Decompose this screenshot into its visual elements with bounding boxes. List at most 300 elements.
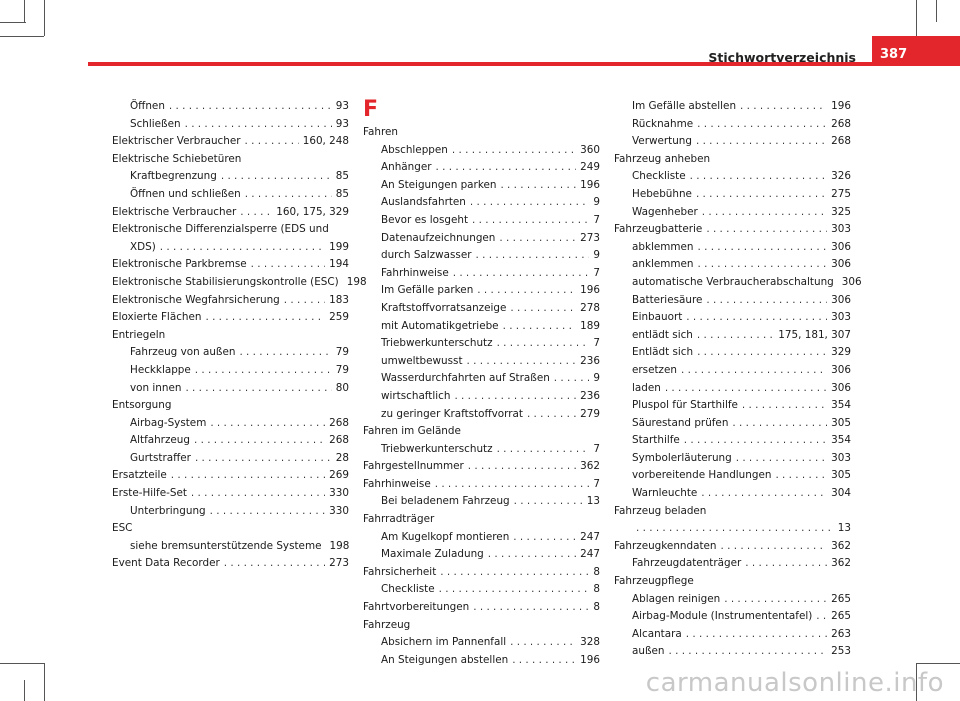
dot-leader	[527, 406, 576, 424]
dot-leader	[706, 221, 827, 239]
dot-leader	[472, 212, 589, 230]
dot-leader	[697, 327, 774, 345]
index-entry	[363, 564, 600, 582]
entry-page-numbers: 305	[831, 469, 851, 482]
entry-page-numbers: 85	[335, 187, 349, 200]
entry-page-numbers: 265	[831, 592, 851, 605]
index-entry	[112, 274, 367, 292]
dot-leader	[436, 159, 577, 177]
index-subentry	[614, 204, 851, 222]
entry-page-numbers: 13	[586, 495, 600, 508]
index-subentry	[363, 406, 600, 424]
index-subentry	[112, 239, 349, 257]
index-subentry	[363, 159, 600, 177]
dot-leader	[510, 300, 576, 318]
crop-mark	[24, 0, 25, 22]
entry-page-numbers: 236	[580, 354, 600, 367]
index-subentry	[614, 643, 851, 661]
entry-text: Am Kugelkopf montieren	[381, 530, 510, 543]
entry-page-numbers: 196	[580, 178, 600, 191]
entry-text: umweltbewusst	[381, 354, 463, 367]
dot-leader	[160, 239, 325, 257]
entry-page-numbers: 247	[580, 548, 600, 561]
index-subentry	[112, 450, 349, 468]
index-entry	[112, 292, 349, 310]
entry-text: Elektronische Parkbremse	[112, 258, 247, 271]
index-subentry	[363, 282, 600, 300]
dot-leader	[696, 133, 827, 151]
entry-text: durch Salzwasser	[381, 249, 472, 262]
dot-leader	[245, 133, 299, 151]
entry-text: Elektrische Verbraucher	[112, 205, 237, 218]
dot-leader	[740, 98, 827, 116]
index-entry	[112, 204, 349, 222]
index-subentry	[614, 116, 851, 134]
index-subentry	[614, 608, 851, 626]
dot-leader	[499, 230, 576, 248]
entry-page-numbers: 329	[831, 346, 851, 359]
dot-leader	[706, 292, 827, 310]
index-subentry	[614, 467, 851, 485]
entry-page-numbers: 189	[580, 319, 600, 332]
crop-mark	[0, 663, 44, 664]
dot-leader	[440, 564, 589, 582]
entry-text: vorbereitende Handlungen	[632, 469, 772, 482]
entry-text: Wasserdurchfahrten auf Straßen	[381, 372, 550, 385]
dot-leader	[473, 599, 589, 617]
entry-text: Öffnen und schließen	[130, 187, 241, 200]
entry-text: mit Automatikgetriebe	[381, 319, 499, 332]
entry-text: Anhänger	[381, 161, 432, 174]
index-entry	[112, 485, 349, 503]
entry-text: ESC	[112, 522, 133, 535]
entry-text: Entsorgung	[112, 399, 172, 412]
dot-leader	[697, 256, 827, 274]
index-subentry	[363, 370, 600, 388]
index-entry	[112, 327, 349, 345]
crop-mark	[44, 0, 45, 36]
entry-text: außen	[632, 645, 665, 658]
entry-page-numbers: 330	[329, 504, 349, 517]
entry-page-numbers: 360	[580, 143, 600, 156]
index-entry	[614, 538, 851, 556]
entry-text: Schließen	[130, 117, 181, 130]
index-subentry	[614, 168, 851, 186]
index-subentry	[614, 362, 851, 380]
entry-page-numbers: 85	[335, 170, 349, 183]
entry-text: Triebwerkunterschutz	[381, 337, 493, 350]
dot-leader	[513, 529, 576, 547]
entry-text: Alcantara	[632, 627, 682, 640]
index-entry	[112, 309, 349, 327]
index-subentry	[363, 581, 600, 599]
entry-text: entlädt sich	[632, 328, 693, 341]
entry-page-numbers: 303	[831, 223, 851, 236]
entry-text: Fahrhinweise	[381, 266, 449, 279]
index-subentry	[363, 652, 600, 670]
dot-leader	[696, 186, 827, 204]
entry-page-numbers: 8	[593, 565, 600, 578]
index-entry	[363, 476, 600, 494]
dot-leader	[745, 555, 827, 573]
index-subentry	[614, 555, 851, 573]
entry-page-numbers: 80	[335, 381, 349, 394]
index-subentry	[363, 177, 600, 195]
entry-text: Fahrzeugbatterie	[614, 223, 703, 236]
entry-page-numbers: 79	[335, 363, 349, 376]
entry-text: Bevor es losgeht	[381, 213, 469, 226]
entry-text: Altfahrzeug	[130, 434, 190, 447]
entry-page-numbers: 362	[831, 539, 851, 552]
index-entry	[363, 599, 600, 617]
entry-text: Ablagen reinigen	[632, 592, 721, 605]
index-subentry	[363, 441, 600, 459]
entry-page-numbers: 306	[831, 381, 851, 394]
entry-text: Eloxierte Flächen	[112, 311, 202, 324]
entry-page-numbers: 160, 175, 329	[276, 205, 349, 218]
entry-text: Abschleppen	[381, 143, 448, 156]
entry-text: Unterbringung	[130, 504, 206, 517]
entry-text: Airbag-System	[130, 416, 207, 429]
dot-leader	[701, 485, 827, 503]
entry-page-numbers: 198	[346, 275, 367, 288]
index-entry	[112, 520, 349, 538]
entry-text: Säurestand prüfen	[632, 416, 729, 429]
index-entry	[112, 467, 349, 485]
section-letter: F	[363, 97, 379, 122]
entry-page-numbers: 263	[831, 627, 851, 640]
dot-leader	[686, 309, 827, 327]
entry-text: Heckklappe	[130, 363, 191, 376]
entry-text: Elektronische Stabilisierungskontrolle (ESC)	[112, 275, 339, 288]
index-entry	[363, 423, 600, 441]
index-entry	[363, 511, 600, 529]
entry-page-numbers: 7	[593, 213, 600, 226]
entry-text: Elektrischer Verbraucher	[112, 135, 241, 148]
entry-text: Ersatzteile	[112, 469, 167, 482]
entry-text: Fahrgestellnummer	[363, 460, 464, 473]
entry-text: Symbolerläuterung	[632, 451, 732, 464]
entry-text: Im Gefälle parken	[381, 284, 474, 297]
entry-page-numbers: 79	[335, 346, 349, 359]
entry-page-numbers: 265	[831, 610, 851, 623]
index-entry	[112, 221, 349, 239]
entry-page-numbers: 268	[831, 117, 851, 130]
crop-mark	[936, 0, 937, 22]
entry-page-numbers: 273	[329, 557, 349, 570]
entry-page-numbers: 273	[580, 231, 600, 244]
entry-page-numbers: 183	[329, 293, 349, 306]
entry-page-numbers: 7	[593, 266, 600, 279]
entry-page-numbers: 8	[593, 583, 600, 596]
entry-page-numbers: 13	[837, 522, 851, 535]
index-subentry	[363, 353, 600, 371]
entry-text: Hebebühne	[632, 187, 692, 200]
entry-page-numbers: 325	[831, 205, 851, 218]
dot-leader	[477, 282, 576, 300]
index-subentry	[614, 186, 851, 204]
entry-text: Entlädt sich	[632, 346, 694, 359]
entry-page-numbers: 247	[580, 530, 600, 543]
index-subentry	[112, 344, 349, 362]
entry-page-numbers: 303	[831, 311, 851, 324]
entry-page-numbers: 194	[329, 258, 349, 271]
dot-leader	[736, 450, 827, 468]
entry-text: Gurtstraffer	[130, 451, 191, 464]
index-subentry	[614, 292, 851, 310]
index-subentry	[363, 634, 600, 652]
entry-page-numbers: 268	[329, 416, 349, 429]
entry-text: Verwertung	[632, 135, 692, 148]
dot-leader	[185, 116, 332, 134]
entry-text: Warnleuchte	[632, 487, 698, 500]
dot-leader	[697, 116, 827, 134]
dot-leader	[554, 370, 590, 388]
index-subentry	[614, 415, 851, 433]
index-subentry	[363, 388, 600, 406]
entry-text: Fahrradträger	[363, 513, 435, 526]
dot-leader	[467, 353, 577, 371]
index-subentry	[614, 397, 851, 415]
entry-text: Fahrsicherheit	[363, 565, 437, 578]
crop-mark	[916, 0, 917, 36]
entry-text: Fahrzeugpflege	[614, 575, 694, 588]
index-column-1	[112, 98, 367, 573]
index-subentry	[614, 327, 851, 345]
entry-text: Im Gefälle abstellen	[632, 100, 737, 112]
index-subentry	[614, 626, 851, 644]
page-number: 387	[880, 47, 908, 62]
entry-text: Fahrtvorbereitungen	[363, 601, 470, 614]
index-subentry	[363, 265, 600, 283]
index-subentry	[112, 116, 349, 134]
dot-leader	[732, 415, 827, 433]
entry-page-numbers: 196	[580, 284, 600, 297]
index-entry	[614, 573, 851, 591]
index-subentry	[614, 98, 851, 116]
index-entry	[112, 151, 349, 169]
dot-leader	[497, 335, 590, 353]
index-column-3	[614, 98, 862, 661]
dot-leader	[245, 186, 332, 204]
entry-text: ersetzen	[632, 363, 677, 376]
entry-page-numbers: 236	[580, 389, 600, 402]
entry-page-numbers: 275	[831, 187, 851, 200]
index-subentry	[112, 168, 349, 186]
dot-leader	[724, 591, 827, 609]
index-entry	[112, 256, 349, 274]
entry-text: Fahrhinweise	[363, 477, 431, 490]
entry-page-numbers: 304	[831, 487, 851, 500]
entry-text: Wagenheber	[632, 205, 698, 218]
index-subentry	[112, 538, 349, 556]
entry-page-numbers: 279	[580, 407, 600, 420]
crop-mark	[0, 22, 26, 23]
index-subentry	[614, 309, 851, 327]
entry-page-numbers: 9	[593, 372, 600, 385]
entry-text: Öffnen	[130, 100, 165, 112]
entry-page-numbers: 305	[831, 416, 851, 429]
index-subentry	[363, 529, 600, 547]
index-entry	[614, 151, 851, 169]
index-subentry	[363, 318, 600, 336]
entry-page-numbers: 9	[593, 196, 600, 209]
dot-leader	[452, 142, 576, 160]
index-entry	[112, 397, 349, 415]
entry-page-numbers: 306	[841, 275, 862, 288]
entry-text: Fahrzeug	[363, 618, 411, 631]
entry-page-numbers: 330	[329, 487, 349, 500]
index-subentry	[363, 335, 600, 353]
entry-page-numbers: 268	[831, 135, 851, 148]
dot-leader	[210, 503, 326, 521]
dot-leader	[636, 520, 834, 538]
entry-text: Absichern im Pannenfall	[381, 636, 507, 649]
entry-page-numbers: 268	[329, 434, 349, 447]
entry-page-numbers: 198	[329, 539, 350, 552]
dot-leader	[476, 247, 590, 265]
entry-page-numbers: 306	[831, 363, 851, 376]
entry-page-numbers: 199	[329, 240, 349, 253]
dot-leader	[500, 177, 576, 195]
index-subentry	[614, 432, 851, 450]
entry-text: Kraftstoffvorratsanzeige	[381, 301, 507, 314]
entry-text: Elektronische Differenzialsperre (EDS und	[112, 223, 329, 236]
index-subentry	[614, 344, 851, 362]
entry-text: wirtschaftlich	[381, 389, 451, 402]
entry-page-numbers: 253	[831, 645, 851, 658]
dot-leader	[468, 458, 576, 476]
dot-leader	[721, 538, 828, 556]
entry-text: anklemmen	[632, 258, 694, 271]
index-subentry	[614, 520, 851, 538]
dot-leader	[470, 194, 589, 212]
entry-text: Fahrzeugkenndaten	[614, 539, 717, 552]
dot-leader	[816, 608, 827, 626]
entry-text: Fahrzeugdatenträger	[632, 557, 742, 570]
entry-text: Fahren im Gelände	[363, 425, 461, 438]
dot-leader	[514, 493, 583, 511]
entry-text: Event Data Recorder	[112, 557, 220, 570]
dot-leader	[171, 467, 325, 485]
index-column-2	[363, 98, 600, 669]
entry-page-numbers: 8	[593, 601, 600, 614]
entry-text: automatische Verbraucherabschaltung	[632, 275, 834, 288]
dot-leader	[195, 362, 332, 380]
entry-text: Checkliste	[632, 170, 686, 183]
entry-page-numbers: 328	[580, 636, 600, 649]
entry-page-numbers: 93	[335, 117, 349, 130]
dot-leader	[497, 441, 590, 459]
index-entry	[363, 458, 600, 476]
dot-leader	[435, 476, 590, 494]
dot-leader	[210, 415, 325, 433]
entry-page-numbers: 362	[831, 557, 851, 570]
dot-leader	[686, 626, 827, 644]
dot-leader	[453, 265, 590, 283]
entry-text: siehe bremsunterstützende Systeme	[130, 539, 322, 552]
dot-leader	[194, 432, 325, 450]
entry-text: An Steigungen parken	[381, 178, 497, 191]
entry-text: von innen	[130, 381, 182, 394]
entry-text: Rücknahme	[632, 117, 694, 130]
index-subentry	[614, 591, 851, 609]
entry-text: Elektronische Wegfahrsicherung	[112, 293, 280, 306]
entry-text: Batteriesäure	[632, 293, 703, 306]
dot-leader	[512, 652, 576, 670]
index-subentry	[363, 194, 600, 212]
entry-page-numbers: 354	[831, 399, 851, 412]
dot-leader	[191, 485, 325, 503]
index-subentry	[614, 239, 851, 257]
entry-page-numbers: 7	[593, 337, 600, 350]
entry-text: Maximale Zuladung	[381, 548, 484, 561]
dot-leader	[205, 309, 325, 327]
index-subentry	[112, 415, 349, 433]
entry-text: Checkliste	[381, 583, 435, 596]
dot-leader	[697, 239, 827, 257]
entry-text: Datenaufzeichnungen	[381, 231, 496, 244]
entry-text: Entriegeln	[112, 328, 166, 341]
index-entry	[614, 503, 851, 521]
entry-page-numbers: 249	[580, 161, 600, 174]
dot-leader	[251, 256, 326, 274]
index-subentry	[614, 133, 851, 151]
entry-text: An Steigungen abstellen	[381, 653, 509, 666]
dot-leader	[240, 204, 272, 222]
index-subentry	[112, 380, 349, 398]
dot-leader	[510, 634, 576, 652]
entry-page-numbers: 306	[831, 258, 851, 271]
index-subentry	[363, 300, 600, 318]
entry-text: Auslandsfahrten	[381, 196, 466, 209]
index-subentry	[614, 274, 862, 292]
dot-leader	[284, 292, 325, 310]
index-subentry	[363, 212, 600, 230]
entry-page-numbers: 269	[329, 469, 349, 482]
entry-page-numbers: 354	[831, 434, 851, 447]
entry-text: Einbauort	[632, 311, 683, 324]
dot-leader	[221, 168, 332, 186]
index-entry	[614, 221, 851, 239]
index-subentry	[363, 247, 600, 265]
index-subentry	[614, 256, 851, 274]
index-entry	[363, 124, 600, 142]
index-subentry	[614, 485, 851, 503]
entry-text: Bei beladenem Fahrzeug	[381, 495, 510, 508]
dot-leader	[681, 362, 827, 380]
entry-text: abklemmen	[632, 240, 694, 253]
entry-page-numbers: 362	[580, 460, 600, 473]
entry-text: Pluspol für Starthilfe	[632, 399, 738, 412]
entry-page-numbers: 9	[593, 249, 600, 262]
dot-leader	[665, 380, 827, 398]
dot-leader	[169, 98, 332, 116]
dot-leader	[684, 432, 827, 450]
dot-leader	[439, 581, 590, 599]
dot-leader	[690, 168, 828, 186]
index-subentry	[614, 450, 851, 468]
index-subentry	[363, 493, 600, 511]
entry-page-numbers: 160, 248	[302, 135, 349, 148]
dot-leader	[697, 344, 827, 362]
entry-page-numbers: 175, 181, 307	[778, 328, 851, 341]
index-subentry	[112, 98, 349, 116]
dot-leader	[668, 643, 827, 661]
dot-leader	[224, 555, 325, 573]
watermark: carmanualsonline.info	[645, 668, 944, 698]
entry-page-numbers: 28	[335, 451, 349, 464]
